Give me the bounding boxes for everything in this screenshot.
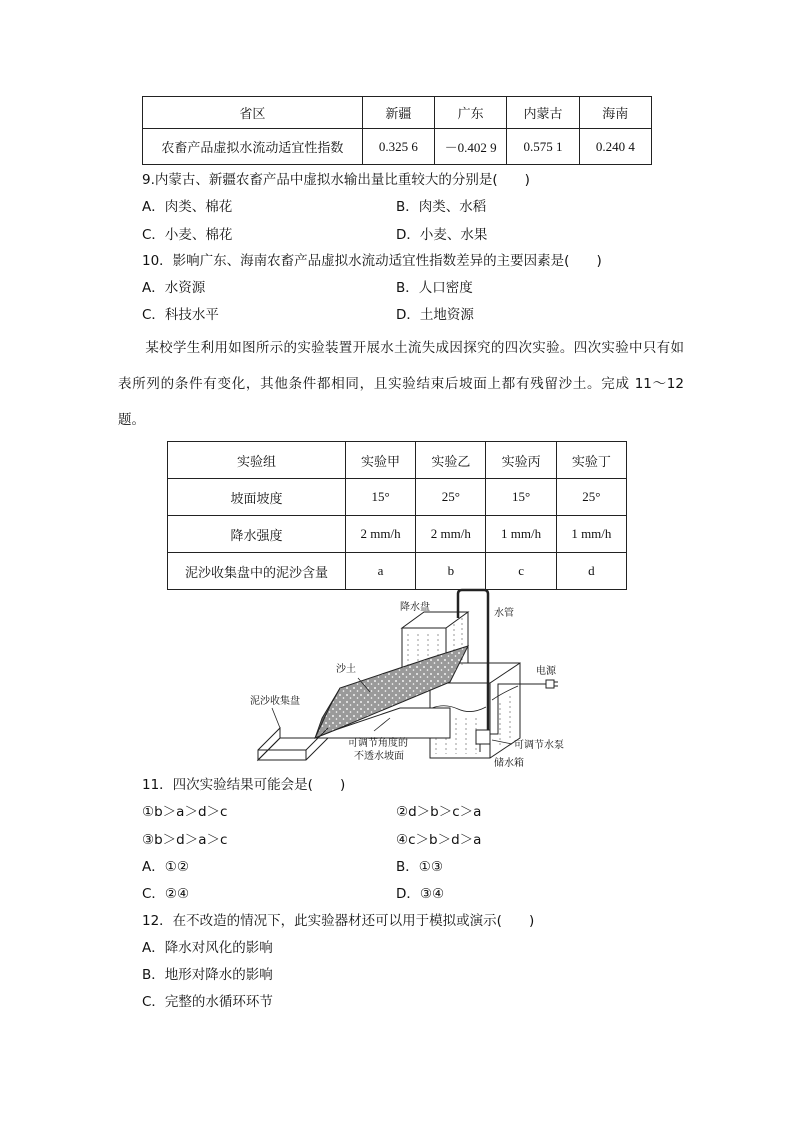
table2-row-sediment-label: 泥沙收集盘中的泥沙含量: [168, 553, 346, 590]
table2-header-yi: 实验乙: [416, 442, 486, 479]
label-tank: 储水箱: [494, 758, 524, 769]
passage: [118, 330, 684, 438]
apparatus-diagram: [240, 588, 570, 770]
q9-stem: 9.内蒙古、新疆农畜产品中虚拟水输出量比重较大的分别是( ): [142, 172, 530, 188]
q11-choice-2: ②d＞b＞c＞a: [396, 804, 482, 820]
table2-header-group: 实验组: [168, 442, 346, 479]
q12-option-b: B．地形对降水的影响: [142, 967, 273, 983]
table1-value-hainan: 0.240 4: [579, 129, 651, 165]
q11-choice-1: ①b＞a＞d＞c: [142, 804, 228, 820]
q12-stem: 12．在不改造的情况下，此实验器材还可以用于模拟或演示( ): [142, 913, 535, 929]
label-rain-tray: 降水盘: [400, 602, 430, 613]
table1-header-hainan: 海南: [579, 97, 651, 129]
table2-cell: 25°: [556, 479, 626, 516]
q10-option-b: B．人口密度: [396, 280, 473, 296]
table1-header-xinjiang: 新疆: [362, 97, 434, 129]
q11-choice-3: ③b＞d＞a＞c: [142, 832, 228, 848]
label-water-pipe: 水管: [494, 608, 514, 619]
table2-cell: c: [486, 553, 556, 590]
table1-row-label: 农畜产品虚拟水流动适宜性指数: [143, 129, 363, 165]
q10-option-d: D．土地资源: [396, 307, 474, 323]
q9-option-a: A．肉类、棉花: [142, 199, 233, 215]
table2-cell: b: [416, 553, 486, 590]
q12-option-a: A．降水对风化的影响: [142, 940, 273, 956]
table1-value-guangdong: －0.402 9: [435, 129, 507, 165]
table2-header-jia: 实验甲: [345, 442, 415, 479]
q10-option-c: C．科技水平: [142, 307, 219, 323]
table2-header-ding: 实验丁: [556, 442, 626, 479]
power-cable: [490, 684, 546, 734]
q10-stem: 10．影响广东、海南农畜产品虚拟水流动适宜性指数差异的主要因素是( ): [142, 253, 602, 269]
sloped-surface: [315, 646, 468, 738]
table2-cell: 1 mm/h: [556, 516, 626, 553]
passage-text: 某校学生利用如图所示的实验装置开展水土流失成因探究的四次实验。四次实验中只有如表所列的条件有变化，其他条件都相同，且实验结束后坡面上都有残留沙土。完成 11～12 题。: [118, 340, 684, 428]
q11-option-c: C．②④: [142, 886, 190, 902]
table2-cell: 2 mm/h: [416, 516, 486, 553]
experiment-table: [167, 441, 627, 590]
plug-icon: [546, 680, 554, 688]
q9-option-d: D．小麦、水果: [396, 227, 488, 243]
index-table: [142, 96, 652, 165]
table2-cell: 15°: [486, 479, 556, 516]
q12-option-c: C．完整的水循环环节: [142, 994, 273, 1010]
label-slope-line1: 可调节角度的: [348, 738, 408, 749]
table2-cell: 2 mm/h: [345, 516, 415, 553]
label-sand: 沙土: [336, 664, 356, 675]
table2-cell: 15°: [345, 479, 415, 516]
table2-row-rain-label: 降水强度: [168, 516, 346, 553]
q9-option-c: C．小麦、棉花: [142, 227, 233, 243]
q11-stem: 11．四次实验结果可能会是( ): [142, 777, 346, 793]
q11-option-a: A．①②: [142, 859, 189, 875]
q9-option-b: B．肉类、水稻: [396, 199, 487, 215]
table1-header-guangdong: 广东: [435, 97, 507, 129]
q11-choice-4: ④c＞b＞d＞a: [396, 832, 482, 848]
pump-icon: [476, 730, 490, 744]
table2-header-bing: 实验丙: [486, 442, 556, 479]
table2-cell: 25°: [416, 479, 486, 516]
table1-header-neimenggu: 内蒙古: [507, 97, 579, 129]
table1-value-neimenggu: 0.575 1: [507, 129, 579, 165]
table1-value-xinjiang: 0.325 6: [362, 129, 434, 165]
table2-cell: 1 mm/h: [486, 516, 556, 553]
table2-cell: d: [556, 553, 626, 590]
label-sediment-tray: 泥沙收集盘: [250, 696, 300, 707]
label-power: 电源: [536, 666, 556, 677]
table2-row-slope-label: 坡面坡度: [168, 479, 346, 516]
label-slope-line2: 不透水坡面: [354, 751, 404, 762]
label-pump: 可调节水泵: [514, 740, 564, 751]
q11-option-d: D．③④: [396, 886, 445, 902]
table2-cell: a: [345, 553, 415, 590]
table1-header-province: 省区: [143, 97, 363, 129]
q10-option-a: A．水资源: [142, 280, 206, 296]
q11-option-b: B．①③: [396, 859, 443, 875]
